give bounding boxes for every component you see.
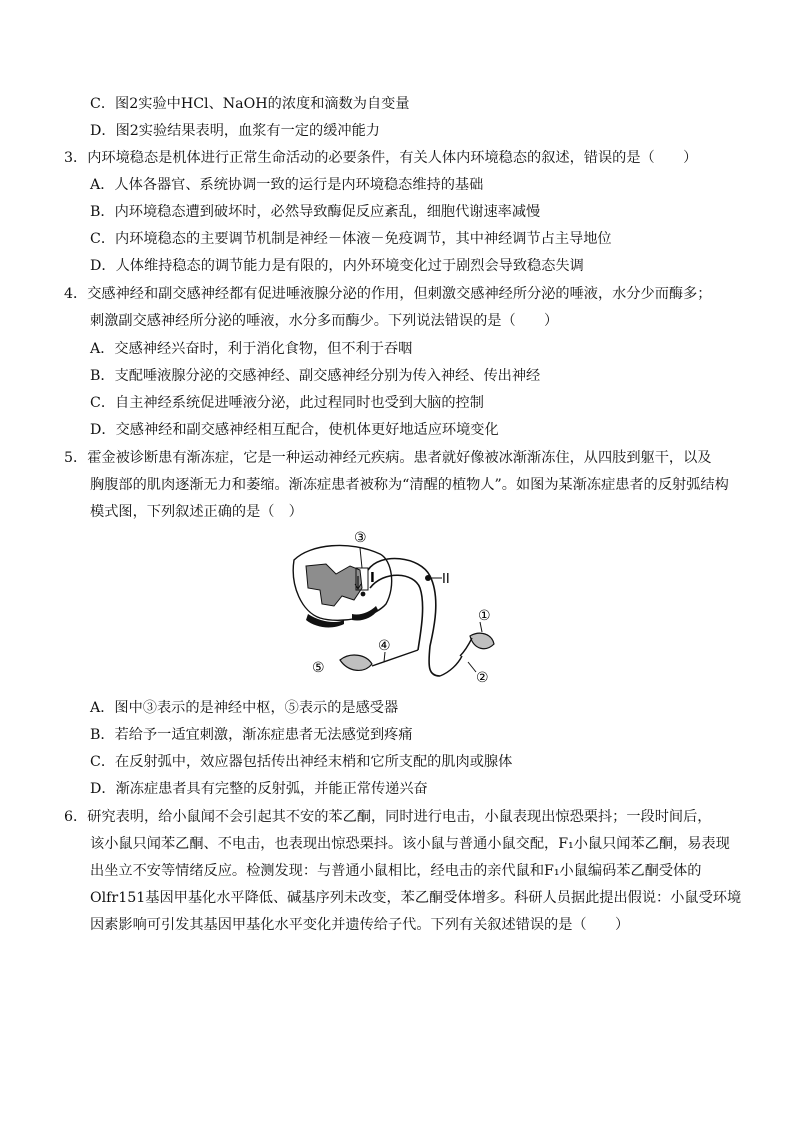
grey-matter [306,564,362,606]
q3-option-d: D．人体维持稳态的调节能力是有限的，内外环境变化过于剧烈会导致稳态失调 [90,258,584,274]
q2-option-d: D．图2实验结果表明，血浆有一定的缓冲能力 [90,123,380,139]
q6-stem-line-1: 6．研究表明，给小鼠闻不会引起其不安的苯乙酮，同时进行电击，小鼠表现出惊恐栗抖；一段时间后， [64,809,712,825]
q3-option-b: B．内环境稳态遭到破坏时，必然导致酶促反应紊乱，细胞代谢速率减慢 [90,204,541,220]
q5-stem-line-2: 胸腹部的肌肉逐渐无力和萎缩。渐冻症患者被称为“清醒的植物人”。如图为某渐冻症患者的反射弧结构 [90,477,729,493]
q6-stem-line-4: Olfr151基因甲基化水平降低、碱基序列未改变，苯乙酮受体增多。科研人员据此提出假说：小鼠受环境 [90,890,742,906]
label-3: ③ [354,530,367,546]
effector-shape [340,655,372,670]
q4-option-c: C．自主神经系统促进唾液分泌，此过程同时也受到大脑的控制 [90,395,484,411]
label-4: ④ [378,638,391,654]
q6-stem-line-5: 因素影响可引发其基因甲基化水平变化并遗传给子代。下列有关叙述错误的是（ ） [90,917,630,933]
label-5: ⑤ [312,660,325,676]
white-matter-band-right [352,606,378,621]
q5-option-c: C．在反射弧中，效应器包括传出神经末梢和它所支配的肌肉或腺体 [90,754,513,770]
label-roman-2: II [442,572,450,587]
q4-stem-line-1: 4．交感神经和副交感神经都有促进唾液腺分泌的作用，但刺激交感神经所分泌的唾液，水分少而酶多； [64,286,712,302]
reflex-arc-figure [280,526,510,690]
q2-option-c: C．图2实验中HCl、NaOH的浓度和滴数为自变量 [90,96,410,112]
q5-stem-line-3: 模式图，下列叙述正确的是（ ） [90,504,303,520]
q4-option-b: B．支配唾液腺分泌的交感神经、副交感神经分别为传入神经、传出神经 [90,368,541,384]
q4-option-d: D．交感神经和副交感神经相互配合，使机体更好地适应环境变化 [90,422,499,438]
q3-option-c: C．内环境稳态的主要调节机制是神经－体液－免疫调节，其中神经调节占主导地位 [90,231,612,247]
q6-stem-line-3: 出坐立不安等情绪反应。检测发现：与普通小鼠相比，经电击的亲代鼠和F₁小鼠编码苯乙酮受体的 [90,863,702,879]
q4-option-a: A．交感神经兴奋时，利于消化食物，但不利于吞咽 [90,341,413,357]
ganglion-dot [425,575,431,581]
q3-option-a: A．人体各器官、系统协调一致的运行是内环境稳态维持的基础 [90,177,484,193]
q3-stem: 3．内环境稳态是机体进行正常生命活动的必要条件，有关人体内环境稳态的叙述，错误的是（ ） [64,150,698,166]
q5-option-a: A．图中③表示的是神经中枢，⑤表示的是感受器 [90,700,399,716]
label-2: ② [476,670,489,686]
q4-stem-line-2: 刺激副交感神经所分泌的唾液，水分多而酶少。下列说法错误的是（ ） [90,313,559,329]
label-roman-1: I [370,571,375,586]
q6-stem-line-2: 该小鼠只闻苯乙酮、不电击，也表现出惊恐栗抖。该小鼠与普通小鼠交配，F₁小鼠只闻苯乙酮，易表现 [90,836,730,852]
label-1: ① [478,608,491,624]
q5-option-b: B．若给予一适宜刺激，渐冻症患者无法感觉到疼痛 [90,727,413,743]
receptor-shape [470,633,494,648]
q5-stem-line-1: 5．霍金被诊断患有渐冻症，它是一种运动神经元疾病。患者就好像被冰渐渐冻住，从四肢到躯干，以及 [64,450,712,466]
q5-option-d: D．渐冻症患者具有完整的反射弧，并能正常传递兴奋 [90,781,428,797]
